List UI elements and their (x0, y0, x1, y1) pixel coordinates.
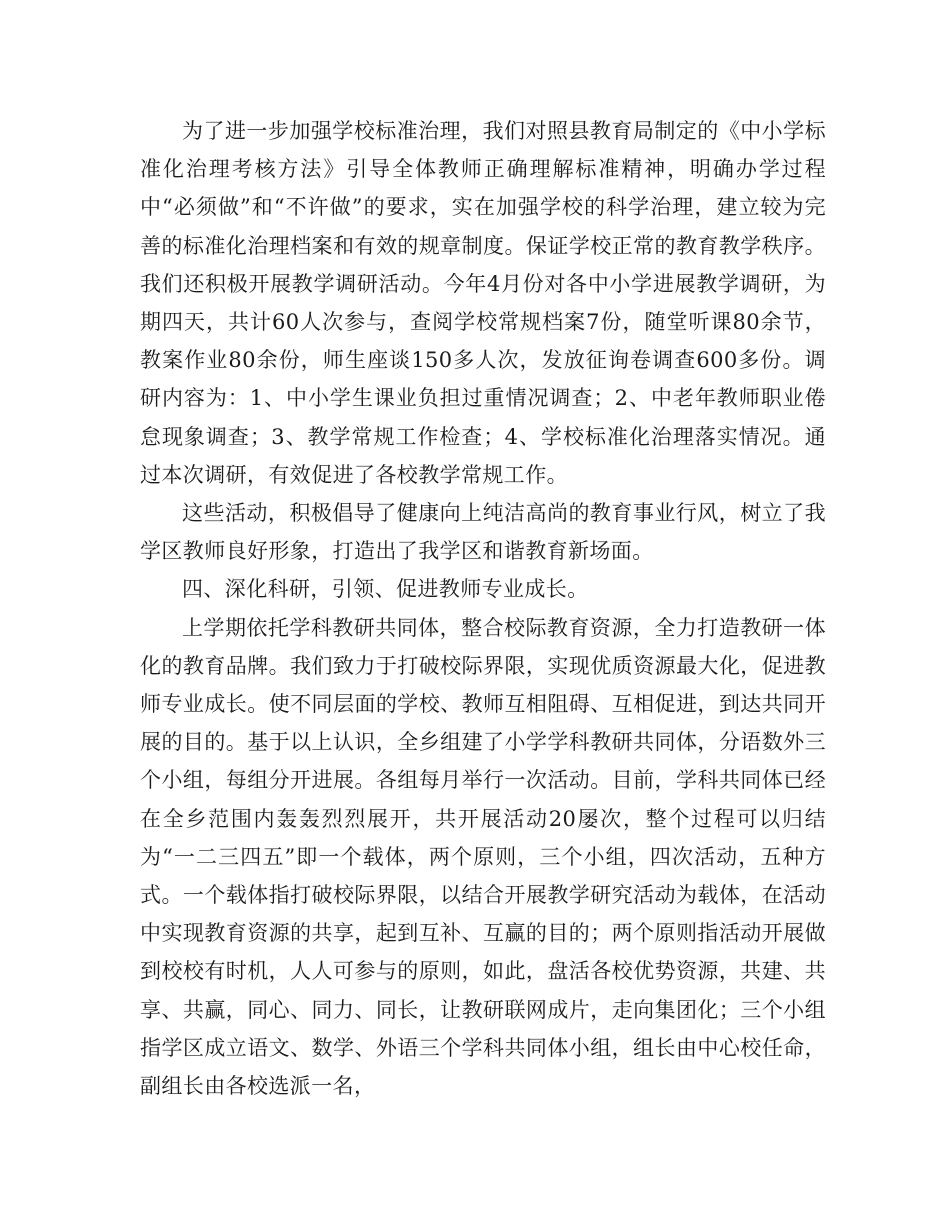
document-body (140, 112, 826, 1105)
section-heading-research: 四、深化科研，引领、促进教师专业成长。 (182, 577, 589, 602)
paragraph-research-community: 上学期依托学科教研共同体，整合校际教育资源，全力打造教研一体化的教育品牌。我们致力于打破校际界限，实现优质资源最大化，促进教师专业成长。使不同层面的学校、教师互相阻碍、互相促进，到达共同开展的目的。基于以上认识，全乡组建了小学学科教研共同体，分语数外三个小组，每组分开进展。各组每月举行一次活动。目前，学科共同体已经在全乡范围内轰轰烈烈展开，共开展活动20屡次，整个过程可以归结为“一二三四五”即一个载体，两个原则，三个小组，四次活动，五种方式。一个载体指打破校际界限，以结合开展教学研究活动为载体，在活动中实现教育资源的共享，起到互补、互赢的目的；两个原则指活动开展做到校校有时机，人人可参与的原则，如此，盘活各校优势资源，共建、共享、共赢，同心、同力、同长，让教研联网成片，走向集团化；三个小组指学区成立语文、数学、外语三个学科共同体小组，组长由中心校任命，副组长由各校选派一名， (140, 615, 826, 1099)
paragraph-activities-summary: 这些活动，积极倡导了健康向上纯洁高尚的教育事业行风，树立了我学区教师良好形象，打造出了我学区和谐教育新场面。 (140, 501, 826, 564)
paragraph-school-management: 为了进一步加强学校标准治理，我们对照县教育局制定的《中小学标准化治理考核方法》引导全体教师正确理解标准精神，明确办学过程中“必须做”和“不许做”的要求，实在加强学校的科学治理，建立较为完善的标准化治理档案和有效的规章制度。保证学校正常的教育教学秩序。我们还积极开展教学调研活动。今年4月份对各中小学进展教学调研，为期四天，共计60人次参与，查阅学校常规档案7份，随堂听课80余节，教案作业80余份，师生座谈150多人次，发放征询卷调查600多份。调研内容为：1、中小学生课业负担过重情况调查；2、中老年教师职业倦怠现象调查；3、教学常规工作检查；4、学校标准化治理落实情况。通过本次调研，有效促进了各校教学常规工作。 (140, 119, 826, 487)
